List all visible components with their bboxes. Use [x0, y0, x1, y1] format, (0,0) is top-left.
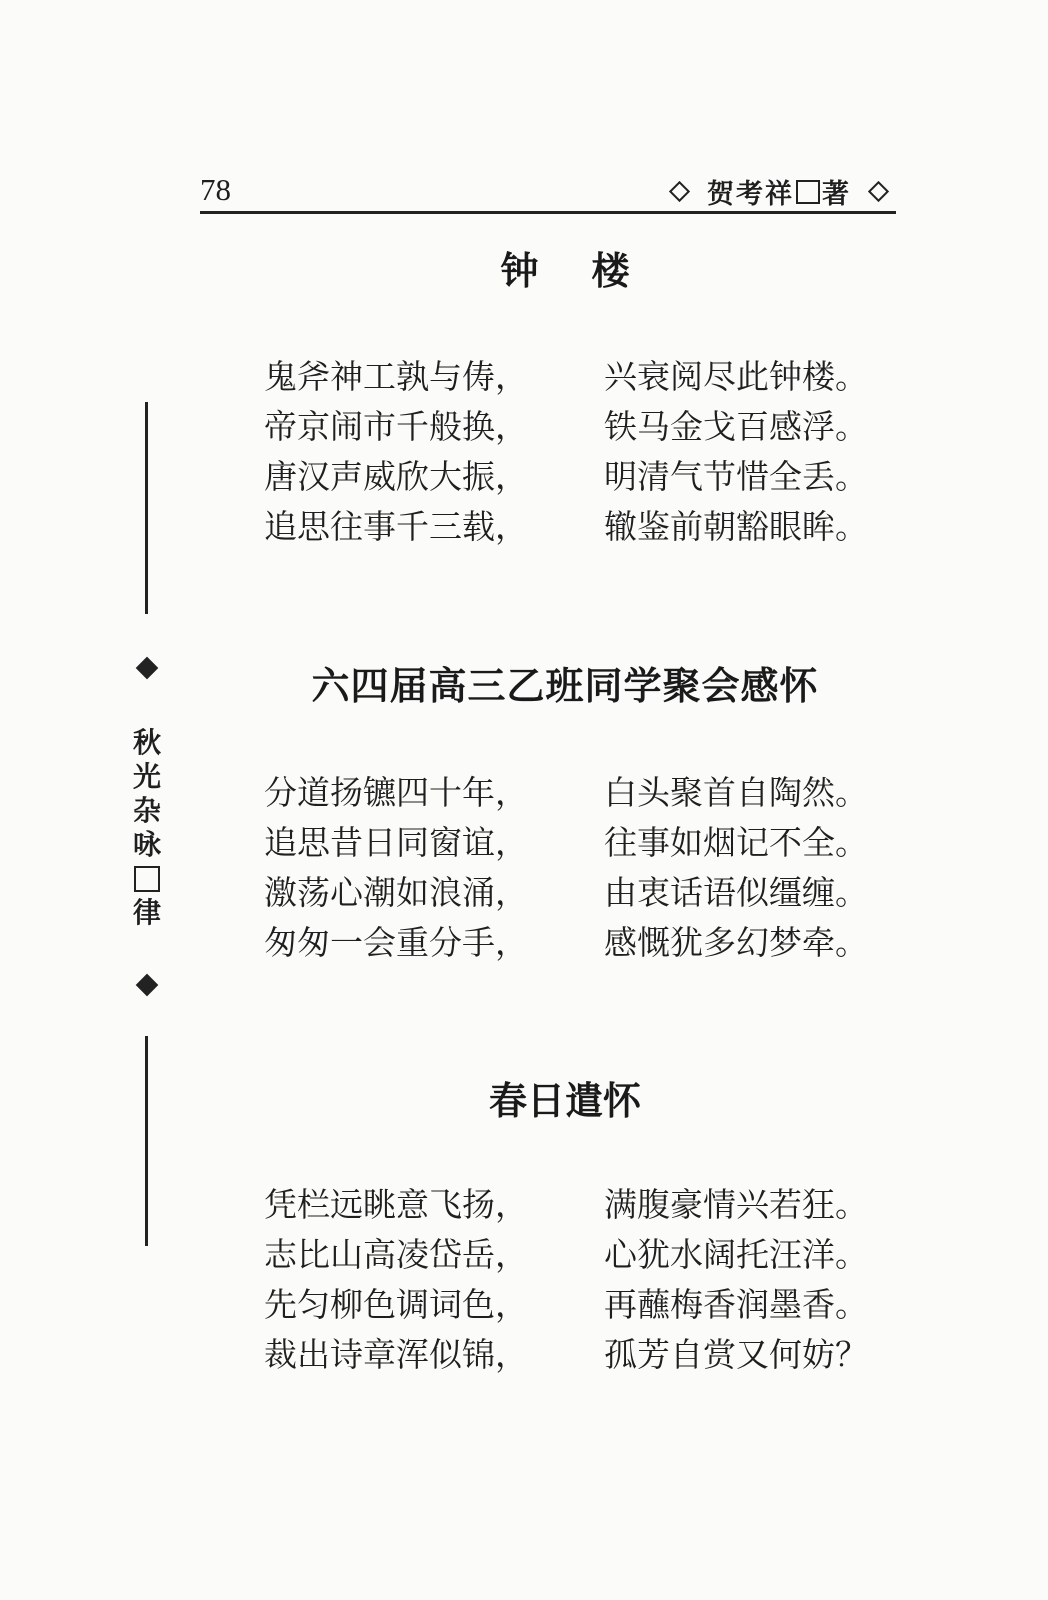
side-section-title: [128, 726, 166, 930]
line-second-half: 感慨犹多幻梦牵。: [604, 923, 868, 962]
side-title-char: 律: [132, 896, 161, 929]
poem-line: [264, 1230, 884, 1280]
line-first-half: 匆匆一会重分手，: [264, 923, 528, 962]
poem-line: [264, 352, 884, 402]
poem-line: [264, 918, 884, 968]
author-name: 贺考祥: [707, 179, 794, 210]
line-first-half: 激荡心潮如浪涌，: [264, 873, 528, 912]
poem-line: [264, 1180, 884, 1230]
poem-body: [264, 1180, 884, 1380]
line-first-half: 追思往事千三载，: [264, 507, 528, 546]
poem-body: [264, 768, 884, 968]
poem-line: [264, 1280, 884, 1330]
line-first-half: 分道扬镳四十年，: [264, 773, 528, 812]
side-title-char: 秋: [132, 726, 161, 759]
diamond-outline-icon: [868, 181, 889, 202]
line-second-half: 兴衰阅尽此钟楼。: [604, 357, 868, 396]
line-second-half: 辙鉴前朝豁眼眸。: [604, 507, 868, 546]
author-role: 著: [822, 179, 851, 210]
line-second-half: 心犹水阔托汪洋。: [604, 1235, 868, 1274]
header-rule: [200, 211, 896, 214]
side-rule-bottom: [145, 1036, 148, 1246]
poem-line: [264, 452, 884, 502]
line-first-half: 裁出诗章浑似锦，: [264, 1335, 528, 1374]
line-first-half: 帝京闹市千般换，: [264, 407, 528, 446]
diamond-outline-icon: [669, 181, 690, 202]
line-first-half: 鬼斧神工孰与俦，: [264, 357, 528, 396]
poem-body: [264, 352, 884, 552]
poem-title: 六四届高三乙班同学聚会感怀: [311, 664, 819, 708]
line-second-half: 铁马金戈百感浮。: [604, 407, 868, 446]
line-second-half: 白头聚首自陶然。: [604, 773, 868, 812]
poem-line: [264, 818, 884, 868]
side-title-char: 咏: [132, 828, 161, 861]
line-second-half: 再蘸梅香润墨香。: [604, 1285, 868, 1324]
line-first-half: 凭栏远眺意飞扬，: [264, 1185, 528, 1224]
line-second-half: 孤芳自赏又何妨？: [604, 1335, 868, 1374]
square-box-icon: [796, 180, 820, 204]
diamond-solid-icon: [136, 657, 159, 680]
poem-line: [264, 1330, 884, 1380]
poem-line: [264, 868, 884, 918]
line-first-half: 先匀柳色调词色，: [264, 1285, 528, 1324]
poem-line: [264, 502, 884, 552]
poem-title: 春日遣怀: [488, 1079, 641, 1123]
line-second-half: 由衷话语似缰缠。: [604, 873, 868, 912]
author-line: [652, 172, 896, 211]
page-number: 78: [200, 172, 231, 207]
line-second-half: 明清气节惜全丢。: [604, 457, 868, 496]
line-second-half: 满腹豪情兴若狂。: [604, 1185, 868, 1224]
square-box-icon: [134, 866, 160, 892]
side-title-char: 光: [132, 760, 161, 793]
line-first-half: 志比山高凌岱岳，: [264, 1235, 528, 1274]
diamond-solid-icon: [136, 974, 159, 997]
line-first-half: 追思昔日同窗谊，: [264, 823, 528, 862]
poem-line: [264, 768, 884, 818]
side-title-char: 杂: [132, 794, 161, 827]
poem-line: [264, 402, 884, 452]
line-second-half: 往事如烟记不全。: [604, 823, 868, 862]
side-rule-top: [145, 402, 148, 614]
author-credit: [707, 172, 851, 211]
line-first-half: 唐汉声威欣大振，: [264, 457, 528, 496]
running-header: [200, 168, 896, 212]
poem-title: 钟 楼: [500, 249, 630, 293]
